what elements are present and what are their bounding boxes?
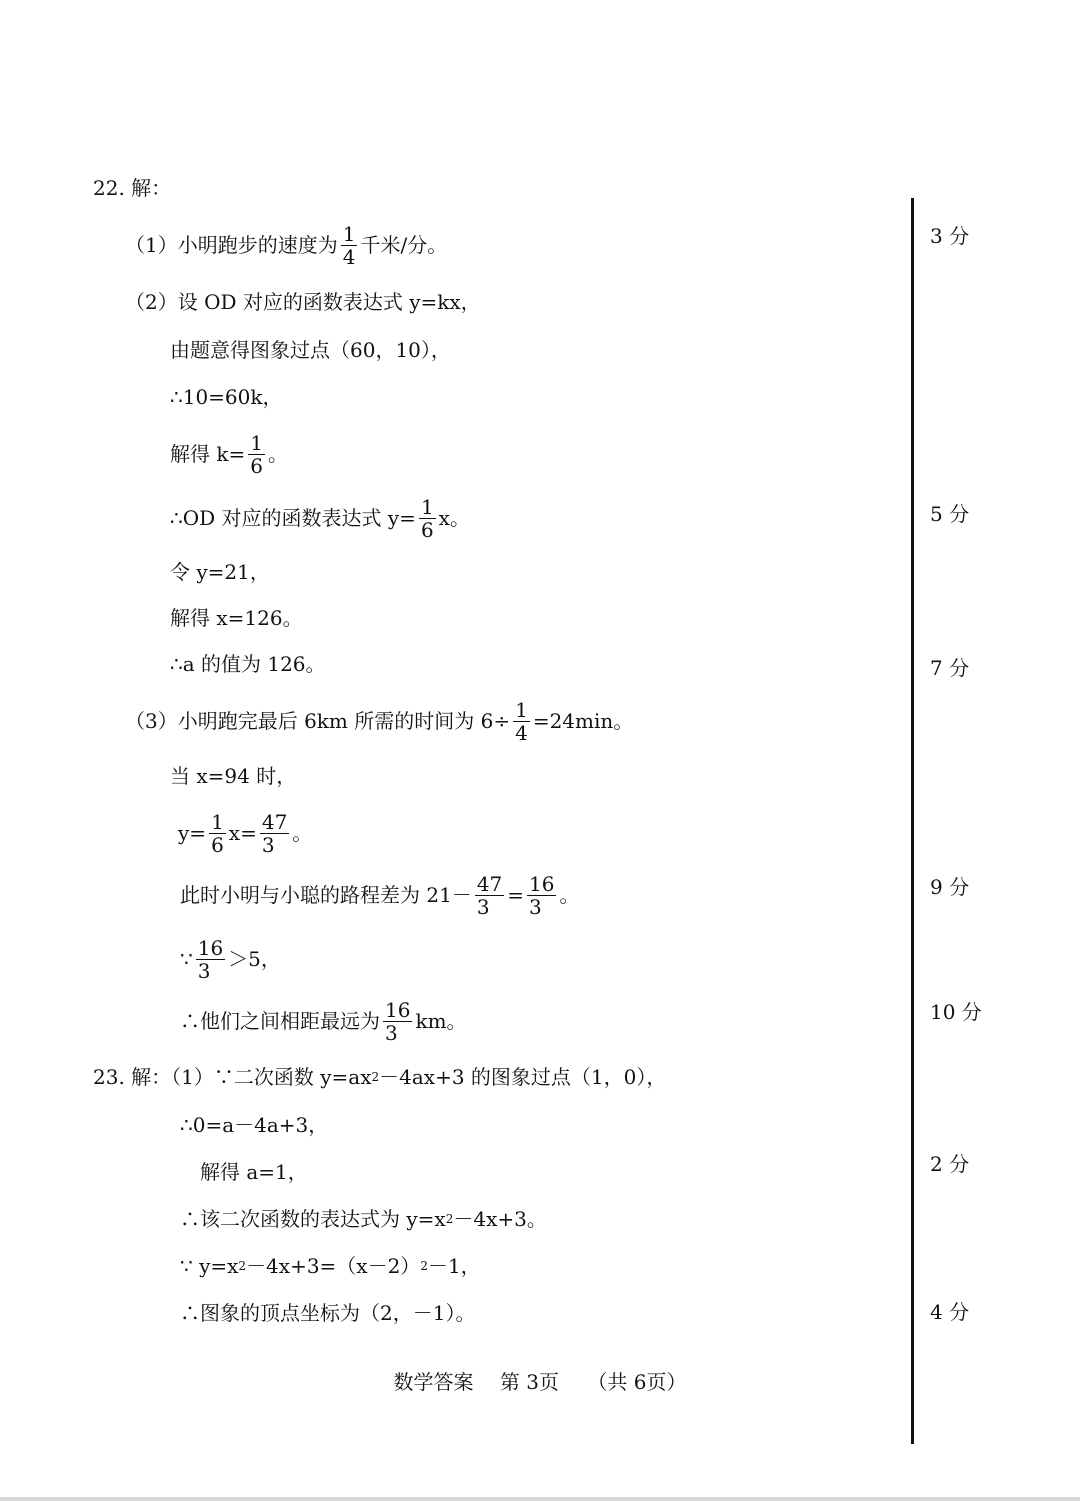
q22-part1: （1）小明跑步的速度为 $\frac{1}{4}$ 千米/分。 <box>125 221 448 269</box>
q22-part2-line6: 令 y=21， <box>170 560 270 584</box>
page-bottom-edge <box>0 1497 1080 1501</box>
q22-part3-line4: 此时小明与小聪的路程差为 21－ $\frac{47}{3}$ = $\frac{16}{3}$ 。 <box>180 871 580 919</box>
fraction: $\frac{1}{6}$ <box>250 430 263 478</box>
footer-subject: 数学答案 <box>393 1370 474 1394</box>
fraction: $\frac{16}{3}$ <box>385 997 411 1045</box>
q22-part3-line5: ∵ $\frac{16}{3}$ ＞5， <box>180 935 281 983</box>
q23-line1: 23. 解：（1）∵二次函数 y=ax 2 －4ax+3 的图象过点（1，0）， <box>93 1065 667 1089</box>
fraction: $\frac{1}{4}$ <box>342 221 356 269</box>
fraction: $\frac{1}{6}$ <box>211 809 224 857</box>
footer-total: （共 6页） <box>587 1370 687 1394</box>
q22-part3-line3: y= $\frac{1}{6}$ x= $\frac{47}{3}$ 。 <box>178 809 313 857</box>
fraction: $\frac{16}{3}$ <box>529 871 555 919</box>
fraction: $\frac{47}{3}$ <box>476 871 503 919</box>
q23-line4: ∴该二次函数的表达式为 y=x 2 －4x+3。 <box>180 1207 547 1231</box>
q22-part3-line1: （3）小明跑完最后 6km 所需的时间为 6÷ $\frac{1}{4}$ =24min。 <box>125 697 634 745</box>
q23-line6: ∴图象的顶点坐标为（2，－1）。 <box>180 1301 476 1325</box>
q22-part2-line2: 由题意得图象过点（60，10）， <box>170 338 451 362</box>
fraction: $\frac{1}{6}$ <box>420 494 434 542</box>
score-label: 7 分 <box>930 656 970 680</box>
score-label: 2 分 <box>930 1152 970 1176</box>
fraction: $\frac{1}{4}$ <box>515 697 528 745</box>
score-label: 4 分 <box>930 1300 970 1324</box>
q22-heading: 22. 解： <box>93 176 172 200</box>
score-label: 3 分 <box>930 224 970 248</box>
page-footer <box>0 1366 1080 1395</box>
q23-line5: ∵ y=x 2 －4x+3=（x－2） 2 －1， <box>180 1254 481 1278</box>
q22-part2-line7: 解得 x=126。 <box>170 606 303 630</box>
q22-part2-line3: ∴10=60k， <box>170 385 283 409</box>
q23-line3: 解得 a=1， <box>200 1160 308 1184</box>
fraction: $\frac{47}{3}$ <box>261 809 288 857</box>
score-label: 9 分 <box>930 875 970 899</box>
q22-part2-line1: （2）设 OD 对应的函数表达式 y=kx， <box>125 290 481 314</box>
q23-line2: ∴0=a－4a+3， <box>180 1113 329 1137</box>
q22-part3-line6: ∴他们之间相距最远为 $\frac{16}{3}$ km。 <box>180 997 467 1045</box>
q22-part3-line2: 当 x=94 时， <box>170 764 297 788</box>
q22-part2-line4: 解得 k= $\frac{1}{6}$ 。 <box>170 430 288 478</box>
q22-part2-line8: ∴a 的值为 126。 <box>170 652 326 676</box>
q22-part2-line5: ∴OD 对应的函数表达式 y= $\frac{1}{6}$ x。 <box>170 494 470 542</box>
fraction: $\frac{16}{3}$ <box>197 935 224 983</box>
score-label: 5 分 <box>930 502 970 526</box>
footer-page: 第 3页 <box>499 1370 559 1394</box>
score-label: 10 分 <box>930 1000 982 1024</box>
score-column-rule <box>911 198 914 1444</box>
